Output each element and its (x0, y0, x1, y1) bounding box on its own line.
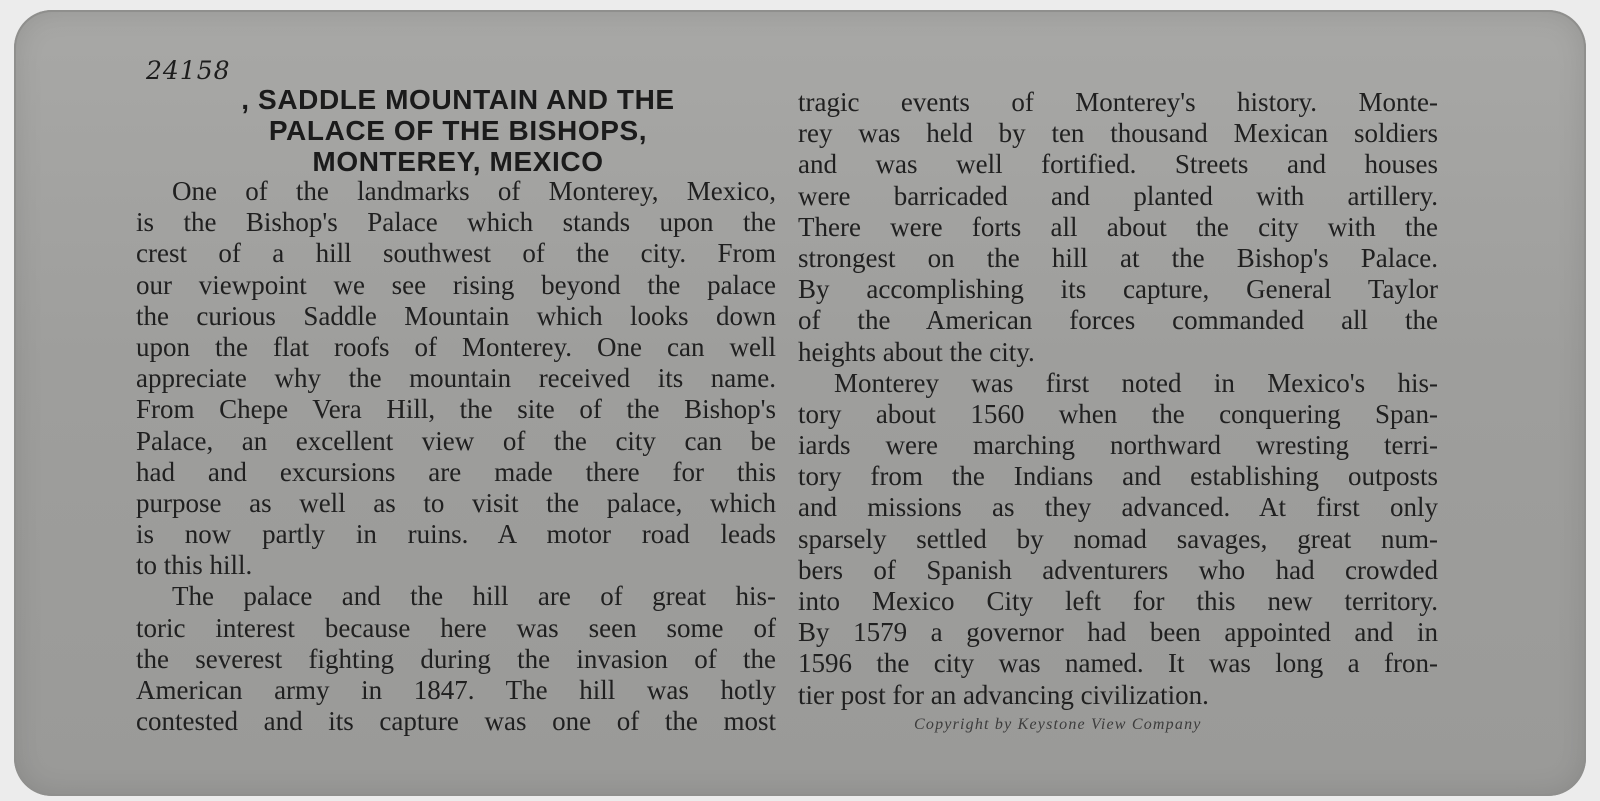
text-line: iards were marching northward wresting terri- (798, 430, 1438, 461)
text-line: There were forts all about the city with the (798, 211, 1438, 242)
text-line: and missions as they advanced. At first only (798, 492, 1438, 523)
text-line: had and excursions are made there for this (136, 456, 776, 487)
text-line: is the Bishop's Palace which stands upon the (136, 207, 776, 238)
right-text-column (798, 87, 1438, 711)
text-line: By accomplishing its capture, General Taylor (798, 274, 1438, 305)
text-line: tory about 1560 when the conquering Span- (798, 398, 1438, 429)
text-line: tier post for an advancing civilization. (798, 679, 1209, 710)
text-line: From Chepe Vera Hill, the site of the Bishop's (136, 394, 776, 425)
text-line: sparsely settled by nomad savages, great num- (798, 523, 1438, 554)
title-line: MONTEREY, MEXICO (312, 146, 604, 177)
card-title (142, 84, 774, 177)
text-line: to this hill. (136, 550, 253, 581)
text-line: our viewpoint we see rising beyond the palace (136, 269, 776, 300)
text-line: tragic events of Monterey's history. Monte- (798, 87, 1438, 117)
text-line: crest of a hill southwest of the city. From (136, 238, 776, 269)
title-line: PALACE OF THE BISHOPS, (268, 115, 648, 146)
title-line: , SADDLE MOUNTAIN AND THE (241, 84, 675, 115)
text-line: upon the flat roofs of Monterey. One can well (136, 331, 776, 362)
text-line: toric interest because here was seen some of (136, 612, 776, 643)
text-line: heights about the city. (798, 336, 1035, 367)
text-line: of the American forces commanded all the (798, 305, 1438, 336)
text-line: One of the landmarks of Monterey, Mexico, (172, 176, 776, 206)
copyright-notice: Copyright by Keystone View Company (914, 716, 1202, 733)
stereoview-card (14, 10, 1586, 796)
text-line: contested and its capture was one of the most (136, 706, 776, 737)
text-line: By 1579 a governor had been appointed and in (798, 617, 1438, 648)
text-line: tory from the Indians and establishing outposts (798, 461, 1438, 492)
text-line: and was well fortified. Streets and houses (798, 149, 1438, 180)
left-text-column (136, 176, 776, 737)
text-line: purpose as well as to visit the palace, which (136, 487, 776, 518)
text-line: bers of Spanish adventurers who had crowded (798, 554, 1438, 585)
text-line: Monterey was first noted in Mexico's his- (834, 367, 1438, 398)
text-line: strongest on the hill at the Bishop's Palace. (798, 242, 1438, 273)
text-line: rey was held by ten thousand Mexican soldiers (798, 118, 1438, 149)
text-line: 1596 the city was named. It was long a fron- (798, 648, 1438, 679)
text-line: the severest fighting during the invasion of the (136, 643, 776, 674)
text-line: were barricaded and planted with artillery. (798, 180, 1438, 211)
text-line: is now partly in ruins. A motor road leads (136, 519, 776, 550)
text-line: The palace and the hill are of great his- (172, 581, 776, 612)
text-line: into Mexico City left for this new territory. (798, 586, 1438, 616)
text-line: Palace, an excellent view of the city can be (136, 425, 776, 456)
text-line: American army in 1847. The hill was hotly (136, 675, 776, 705)
catalog-number: 24158 (146, 56, 231, 85)
text-line: appreciate why the mountain received its name. (136, 363, 776, 394)
text-line: the curious Saddle Mountain which looks down (136, 300, 776, 331)
